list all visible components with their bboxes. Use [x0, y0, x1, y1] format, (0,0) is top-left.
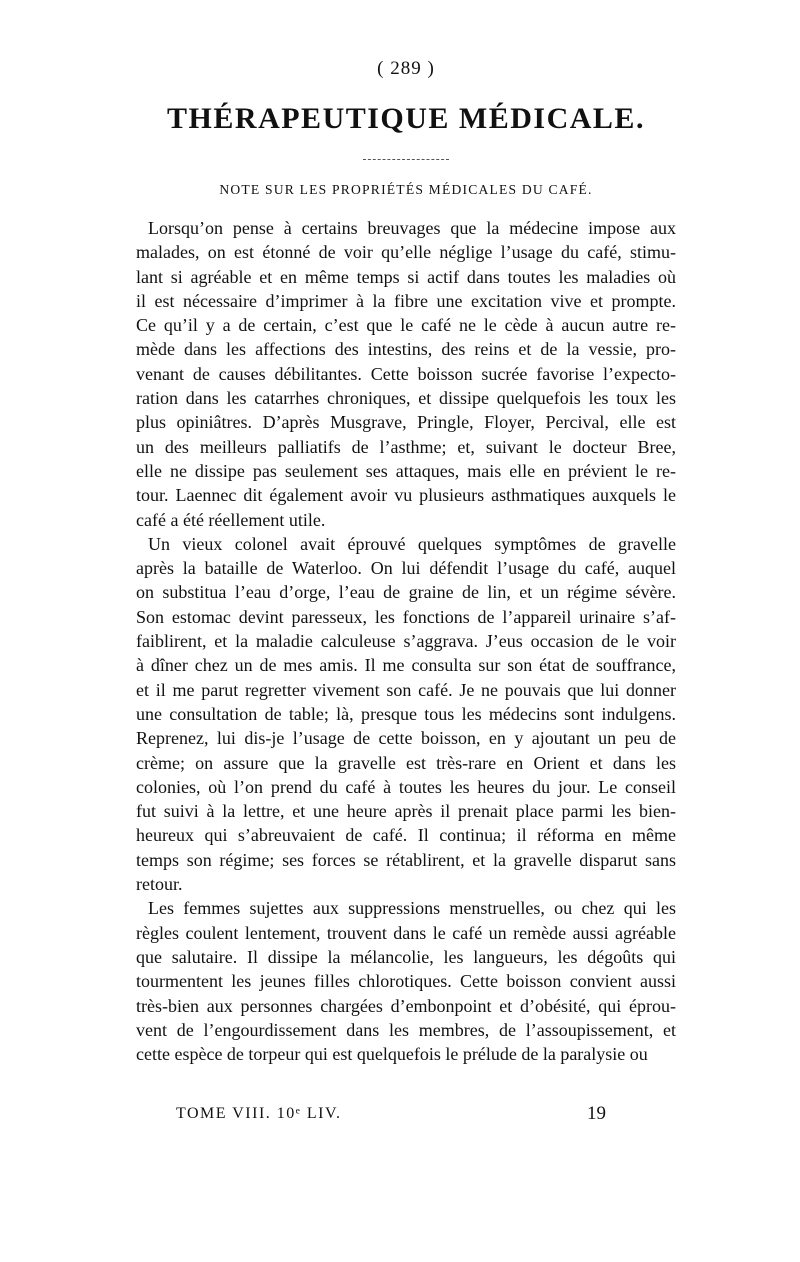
- text-line: mède dans les affections des intestins, des reins et de la vessie, pro-: [136, 339, 676, 360]
- text-line: à dîner chez un de mes amis. Il me consulta sur son état de souffrance,: [136, 655, 676, 676]
- text-line: Les femmes sujettes aux suppressions menstruelles, ou chez qui les: [148, 898, 676, 919]
- footer-sheet-number: 19: [587, 1103, 606, 1124]
- text-line: un des meilleurs palliatifs de l’asthme; et, suivant le docteur Bree,: [136, 436, 676, 457]
- text-line: elle ne dissipe pas seulement ses attaques, mais elle en prévient le re-: [136, 460, 676, 481]
- text-line: colonies, où l’on prend du café à toutes les heures du jour. Le conseil: [136, 776, 676, 797]
- text-line: Ce qu’il y a de certain, c’est que le café ne le cède à aucun autre re-: [136, 315, 676, 336]
- text-line: malades, on est étonné de voir qu’elle néglige l’usage du café, stimu-: [136, 242, 676, 263]
- text-line: et il me parut regretter vivement son café. Je ne pouvais que lui donner: [136, 679, 676, 700]
- text-line: venant de causes débilitantes. Cette boisson sucrée favorise l’expecto-: [136, 363, 676, 384]
- text-line: tourmentent les jeunes filles chlorotiques. Cette boisson convient aussi: [136, 971, 676, 992]
- text-line: Reprenez, lui dis-je l’usage de cette boisson, en y ajoutant un peu de: [136, 728, 676, 749]
- text-line: une consultation de table; là, presque tous les médecins sont indulgens.: [136, 703, 676, 724]
- text-line: café a été réellement utile.: [136, 509, 326, 530]
- text-line: tour. Laennec dit également avoir vu plusieurs asthmatiques auxquels le: [136, 485, 676, 506]
- paragraph: [136, 216, 676, 532]
- footer-signature: TOME VIII. 10ᵉ LIV.: [176, 1105, 342, 1122]
- text-line: Un vieux colonel avait éprouvé quelques symptômes de gravelle: [148, 533, 676, 554]
- text-line: retour.: [136, 874, 183, 895]
- main-title: THÉRAPEUTIQUE MÉDICALE.: [167, 102, 645, 135]
- paragraph: [136, 532, 676, 896]
- text-line: plus opiniâtres. D’après Musgrave, Pringle, Floyer, Percival, elle est: [136, 412, 676, 433]
- text-line: il est nécessaire d’imprimer à la fibre une excitation vive et prompte.: [136, 290, 676, 311]
- paragraph: [136, 896, 676, 1066]
- text-line: après la bataille de Waterloo. On lui défendit l’usage du café, auquel: [136, 558, 676, 579]
- text-line: crème; on assure que la gravelle est très-rare en Orient et dans les: [136, 752, 676, 773]
- page-footer: [176, 1105, 606, 1127]
- title-ornament-divider: [136, 150, 676, 160]
- text-line: temps son régime; ses forces se rétablirent, et la gravelle disparut sans: [136, 849, 676, 870]
- page-number: ( 289 ): [377, 58, 435, 79]
- text-line: ration dans les catarrhes chroniques, et dissipe quelquefois les toux les: [136, 388, 676, 409]
- text-line: Son estomac devint paresseux, les fonctions de l’appareil urinaire s’af-: [136, 606, 676, 627]
- text-line: cette espèce de torpeur qui est quelquefois le prélude de la paralysie ou: [136, 1044, 648, 1065]
- article-body: [136, 216, 676, 1066]
- text-line: très-bien aux personnes chargées d’embonpoint et d’obésité, qui éprou-: [136, 995, 676, 1016]
- text-line: lant si agréable et en même temps si actif dans toutes les maladies où: [136, 266, 676, 287]
- text-line: on substitua l’eau d’orge, l’eau de graine de lin, et un régime sévère.: [136, 582, 676, 603]
- text-line: règles coulent lentement, trouvent dans le café un remède aussi agréable: [136, 922, 676, 943]
- text-line: faiblirent, et la maladie calculeuse s’aggrava. J’eus occasion de le voir: [136, 631, 676, 652]
- page-content: [136, 58, 676, 1066]
- text-line: heureux qui s’abreuvaient de café. Il continua; il réforma en même: [136, 825, 676, 846]
- text-line: fut suivi à la lettre, et une heure après il prenait place parmi les bien-: [136, 801, 676, 822]
- text-line: que salutaire. Il dissipe la mélancolie, les langueurs, les dégoûts qui: [136, 946, 676, 967]
- section-title: NOTE SUR LES PROPRIÉTÉS MÉDICALES DU CAFÉ.: [219, 182, 593, 197]
- text-line: Lorsqu’on pense à certains breuvages que la médecine impose aux: [148, 218, 676, 238]
- text-line: vent de l’engourdissement dans les membres, de l’assoupissement, et: [136, 1019, 676, 1040]
